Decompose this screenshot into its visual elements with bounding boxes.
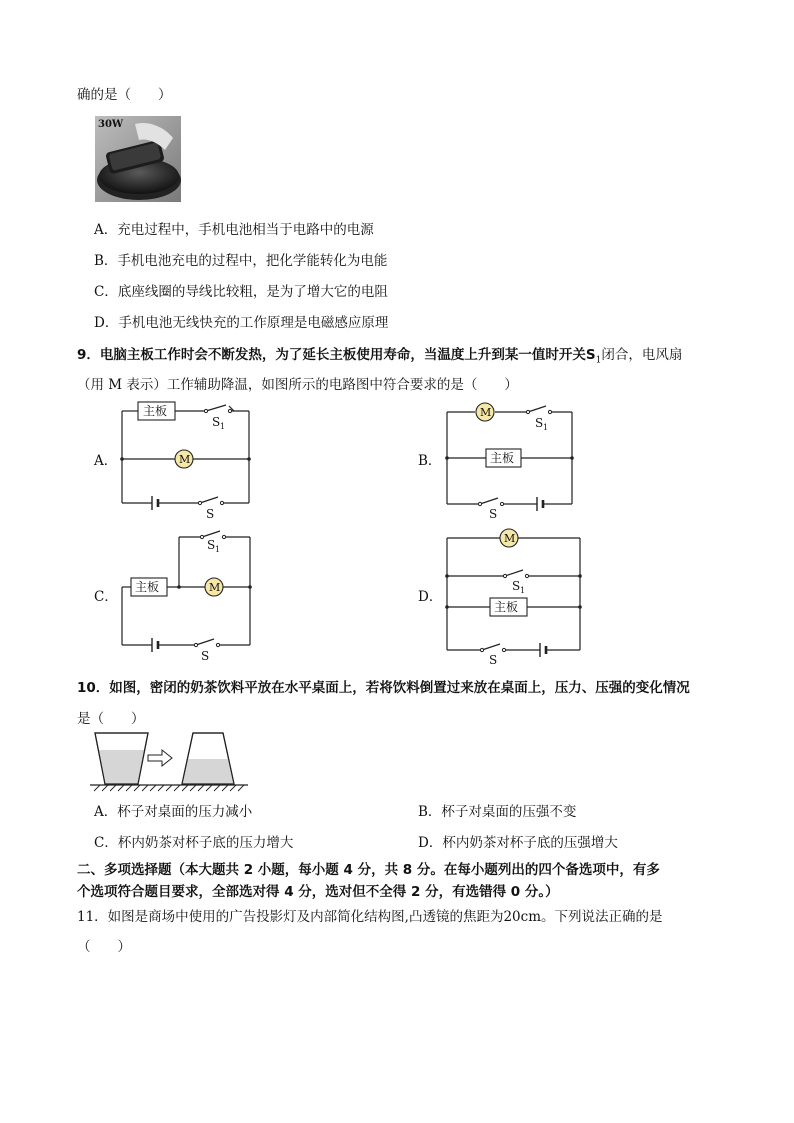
board-label: 主板 bbox=[143, 404, 168, 418]
subscript-label: 1 bbox=[520, 586, 526, 595]
motor-label: M bbox=[504, 532, 516, 545]
option-d-label: D． bbox=[418, 589, 443, 605]
option-b-label: B． bbox=[418, 453, 442, 469]
option-d: D．手机电池无线快充的工作原理是电磁感应原理 bbox=[94, 315, 389, 331]
q9-subscript: 1 bbox=[595, 355, 602, 366]
circuit-diagrams bbox=[0, 395, 794, 670]
wireless-charger-illustration bbox=[95, 116, 181, 202]
subscript-label: 1 bbox=[543, 423, 549, 432]
question-stem-tail: 确的是（ ） bbox=[77, 87, 172, 103]
motor-label: M bbox=[179, 453, 191, 466]
q9-text: 9．电脑主板工作时会不断发热，为了延长主板使用寿命，当温度上升到某一值时开关S bbox=[77, 347, 596, 363]
option-a-label: A． bbox=[94, 453, 118, 469]
switch-s-label: S bbox=[206, 507, 215, 521]
board-label: 主板 bbox=[494, 600, 519, 614]
option-d: D．杯内奶茶对杯子底的压强增大 bbox=[418, 835, 618, 851]
motor-label: M bbox=[209, 581, 221, 594]
option-b: B．手机电池充电的过程中，把化学能转化为电能 bbox=[94, 253, 388, 269]
motor-label: M bbox=[480, 406, 492, 419]
subscript-label: 1 bbox=[215, 545, 221, 554]
board-label: 主板 bbox=[490, 451, 515, 465]
q9-stem-line2: （用 M 表示）工作辅助降温，如图所示的电路图中符合要求的是（ ） bbox=[77, 377, 518, 393]
option-c: C．杯内奶茶对杯子底的压力增大 bbox=[94, 835, 294, 851]
q10-stem-line2: 是（ ） bbox=[77, 711, 145, 727]
q9-text-end: 闭合，电风扇 bbox=[601, 347, 683, 363]
option-a: A．杯子对桌面的压力减小 bbox=[94, 804, 253, 820]
q11-stem-line2: （ ） bbox=[77, 939, 131, 955]
switch-s-label: S bbox=[489, 507, 498, 521]
option-c-label: C． bbox=[94, 589, 118, 605]
switch-s-label: S bbox=[201, 649, 210, 663]
board-label: 主板 bbox=[135, 580, 160, 594]
option-a: A．充电过程中，手机电池相当于电路中的电源 bbox=[94, 222, 374, 238]
photo-badge: 30W bbox=[98, 119, 124, 130]
section-heading-line2: 个选项符合题目要求，全部选对得 4 分，选对但不全得 2 分，有选错得 0 分。） bbox=[77, 884, 559, 900]
cups-illustration bbox=[90, 728, 250, 793]
circuit-d bbox=[447, 538, 580, 650]
q9-stem-line1 bbox=[77, 343, 682, 366]
option-c: C．底座线圈的导线比较粗，是为了增大它的电阻 bbox=[94, 284, 388, 300]
q11-stem-line1: 11．如图是商场中使用的广告投影灯及内部简化结构图,凸透镜的焦距为20cm。下列说法正确的是 bbox=[77, 909, 663, 925]
option-b: B．杯子对桌面的压强不变 bbox=[418, 804, 577, 820]
switch-s1-label: S bbox=[212, 415, 221, 429]
q10-stem-line1: 10．如图，密闭的奶茶饮料平放在水平桌面上，若将饮料倒置过来放在桌面上，压力、压强的变化情况 bbox=[77, 680, 690, 696]
subscript-label: 1 bbox=[220, 422, 226, 431]
switch-s-label: S bbox=[489, 653, 498, 667]
switch-s1-label: S bbox=[512, 579, 521, 593]
switch-s1-label: S bbox=[207, 538, 216, 552]
switch-s1-label: S bbox=[535, 416, 544, 430]
section-heading-line1: 二、多项选择题（本大题共 2 小题，每小题 4 分，共 8 分。在每小题列出的四个备选项中，有多 bbox=[77, 862, 660, 878]
wireless-charger-photo bbox=[95, 116, 181, 202]
